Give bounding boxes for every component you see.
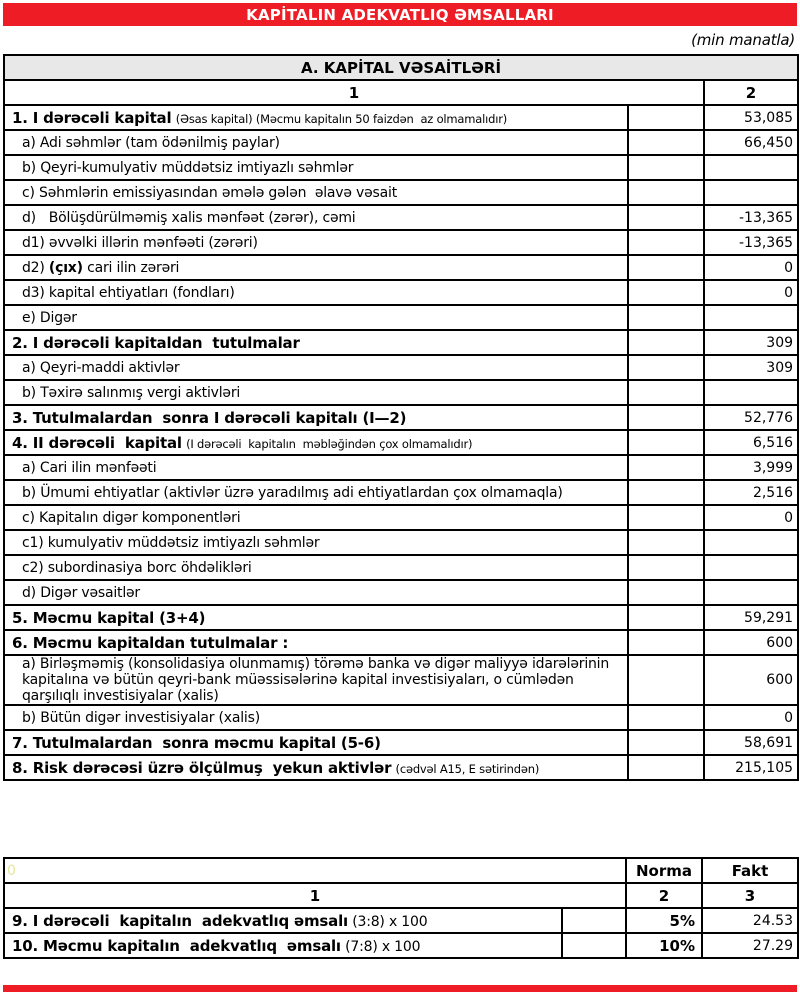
spacer-cell [562, 908, 626, 933]
row-label: b) Bütün digər investisiyalar (xalis) [22, 709, 260, 726]
row-value: 600 [704, 655, 798, 705]
adequacy-ratio-table [3, 857, 799, 959]
row-value: 309 [704, 355, 798, 380]
table-row-total-after-deductions [4, 730, 798, 755]
row-label: 1. I dərəcəli kapital [12, 108, 172, 127]
row-label-cell [4, 205, 628, 230]
row-label-cell [4, 755, 628, 780]
spacer-cell [628, 180, 704, 205]
capital-funds-table [3, 54, 799, 781]
row-value: 6,516 [704, 430, 798, 455]
spacer-cell [628, 430, 704, 455]
spacer-cell [628, 355, 704, 380]
table-row [4, 230, 798, 255]
spacer-cell [628, 755, 704, 780]
table-row [4, 530, 798, 555]
row-value: 0 [704, 505, 798, 530]
fakt-value: 27.29 [702, 933, 798, 958]
row-label-cell [4, 405, 628, 430]
row-label: d) Bölüşdürülməmiş xalis mənfəət (zərər), cəmi [22, 209, 356, 226]
row-label-cell [4, 355, 628, 380]
row-label: a) Cari ilin mənfəəti [22, 459, 157, 476]
row-label: cari ilin zərəri [82, 259, 180, 276]
spacer-cell [628, 205, 704, 230]
table-row-tier1-after-deductions [4, 405, 798, 430]
row-label: a) Birləşməmiş (konsolidasiya olunmamış) törəmə banka və digər maliyyə idarələrinin kapitalına və bütün qeyri-bank müəssisələrinə kapital investisiyaları, o cümlədən qarşılıqlı investisiyalar (xalis) [22, 656, 614, 704]
spacer-cell [628, 580, 704, 605]
spacer-cell [628, 230, 704, 255]
spacer-cell [628, 380, 704, 405]
row-label-cell [4, 330, 628, 355]
spacer-cell [628, 155, 704, 180]
row-note: (I dərəcəli kapitalın məbləğindən çox olmamalıdır) [186, 436, 473, 451]
table-row [4, 305, 798, 330]
row-value: 309 [704, 330, 798, 355]
spacer-cell [628, 555, 704, 580]
table-row [4, 380, 798, 405]
spacer-cell [628, 130, 704, 155]
row-value: 600 [704, 630, 798, 655]
row-label: 9. I dərəcəli kapitalın adekvatlıq əmsalı [12, 911, 348, 930]
norma-value: 10% [626, 933, 702, 958]
row-label: d) Digər vəsaitlər [22, 584, 140, 601]
row-value: -13,365 [704, 205, 798, 230]
row-label: d2) [22, 259, 49, 276]
table-row [4, 705, 798, 730]
row-label-cell [4, 730, 628, 755]
row-label: b) Ümumi ehtiyatlar (aktivlər üzrə yaradılmış adi ehtiyatlardan çox olmamaqla) [22, 484, 563, 501]
row-label-cell [4, 480, 628, 505]
row-label: c) Kapitalın digər komponentləri [22, 509, 241, 526]
row-value [704, 180, 798, 205]
table-row [4, 455, 798, 480]
row-label-cell [4, 180, 628, 205]
row-value: 2,516 [704, 480, 798, 505]
spacer-cell [562, 933, 626, 958]
row-label: c1) kumulyativ müddətsiz imtiyazlı səhmlər [22, 534, 320, 551]
col-number-1: 1 [4, 883, 626, 908]
row-label-cell [4, 430, 628, 455]
bottom-red-bar [3, 985, 797, 992]
ratio-colnum-row [4, 883, 798, 908]
row-label: b) Təxirə salınmış vergi aktivləri [22, 384, 241, 401]
table-row [4, 655, 798, 705]
row-label: b) Qeyri-kumulyativ müddətsiz imtiyazlı səhmlər [22, 159, 354, 176]
spacer-cell [628, 605, 704, 630]
norma-value: 5% [626, 908, 702, 933]
row-value [704, 530, 798, 555]
row-label: a) Adi səhmlər (tam ödənilmiş paylar) [22, 134, 280, 151]
row-label-cell [4, 230, 628, 255]
row-label-cell [4, 555, 628, 580]
report-title: KAPİTALIN ADEKVATLIQ ƏMSALLARI [246, 5, 554, 24]
row-value: 52,776 [704, 405, 798, 430]
table-row-tier1-deductions [4, 330, 798, 355]
ratio-row-tier1 [4, 908, 798, 933]
table-row-risk-weighted-assets [4, 755, 798, 780]
row-label-cell [4, 255, 628, 280]
row-value: 0 [704, 705, 798, 730]
col-number-3: 3 [702, 883, 798, 908]
row-value: 0 [704, 255, 798, 280]
row-value: 215,105 [704, 755, 798, 780]
row-label: 10. Məcmu kapitalın adekvatlıq əmsalı [12, 936, 341, 955]
spacer-cell [628, 330, 704, 355]
fakt-value: 24.53 [702, 908, 798, 933]
row-label-cell [4, 933, 562, 958]
fakt-header: Fakt [702, 858, 798, 883]
spacer-cell [628, 405, 704, 430]
row-note: (Əsas kapital) (Məcmu kapitalın 50 faizdən az olmamalıdır) [175, 111, 508, 126]
row-value [704, 305, 798, 330]
spacer-cell [628, 630, 704, 655]
row-value: 3,999 [704, 455, 798, 480]
row-label-cell [4, 305, 628, 330]
table-row-total-capital [4, 605, 798, 630]
norma-header: Norma [626, 858, 702, 883]
row-label-cell [4, 280, 628, 305]
row-label: 3. Tutulmalardan sonra I dərəcəli kapitalı (I—2) [12, 408, 407, 427]
row-label-cell [4, 580, 628, 605]
column-number-row [4, 80, 798, 105]
ratio-header-row [4, 858, 798, 883]
spacer-cell [628, 255, 704, 280]
row-value [704, 380, 798, 405]
row-value: 0 [704, 280, 798, 305]
row-value: -13,365 [704, 230, 798, 255]
row-value [704, 580, 798, 605]
row-label-cell [4, 155, 628, 180]
spacer-cell [628, 655, 704, 705]
spacer-cell [628, 305, 704, 330]
spacer-cell [628, 730, 704, 755]
table-row [4, 355, 798, 380]
col-number-2: 2 [626, 883, 702, 908]
table-row [4, 130, 798, 155]
row-label-cell [4, 105, 628, 130]
row-label-cell [4, 705, 628, 730]
row-label: 4. II dərəcəli kapital [12, 433, 182, 452]
row-label: d3) kapital ehtiyatları (fondları) [22, 284, 235, 301]
row-label: c2) subordinasiya borc öhdəlikləri [22, 559, 252, 576]
row-label: d1) əvvəlki illərin mənfəəti (zərəri) [22, 234, 258, 251]
row-label-cell [4, 908, 562, 933]
table-row [4, 155, 798, 180]
row-value: 66,450 [704, 130, 798, 155]
unit-note: (min manatla) [691, 31, 795, 49]
col-header-1: 1 [4, 80, 704, 105]
row-label: 2. I dərəcəli kapitaldan tutulmalar [12, 333, 300, 352]
table-row [4, 480, 798, 505]
table-row [4, 280, 798, 305]
spacer-cell [628, 455, 704, 480]
table-row [4, 205, 798, 230]
row-label-cell [4, 130, 628, 155]
row-value: 59,291 [704, 605, 798, 630]
row-formula: (3:8) x 100 [352, 913, 428, 930]
spacer-cell [628, 280, 704, 305]
row-value: 53,085 [704, 105, 798, 130]
table-row-tier2-capital [4, 430, 798, 455]
spacer-cell [628, 705, 704, 730]
ratio-row-total [4, 933, 798, 958]
row-label: e) Digər [22, 309, 77, 326]
row-label: c) Səhmlərin emissiyasından əmələ gələn əlavə vəsait [22, 184, 397, 201]
row-label-bold: (çıx) [48, 259, 83, 276]
row-label: 7. Tutulmalardan sonra məcmu kapital (5-6) [12, 733, 381, 752]
table-row [4, 555, 798, 580]
table-row [4, 255, 798, 280]
row-value [704, 155, 798, 180]
row-note: (cədvəl A15, E sətirindən) [395, 761, 540, 776]
section-title: A. KAPİTAL VƏSAİTLƏRİ [4, 55, 798, 80]
row-label-cell [4, 605, 628, 630]
row-value [704, 555, 798, 580]
corner-mark: 0 [4, 858, 626, 883]
row-label-cell [4, 655, 628, 705]
row-label: a) Qeyri-maddi aktivlər [22, 359, 180, 376]
spacer-cell [628, 480, 704, 505]
row-label: 5. Məcmu kapital (3+4) [12, 608, 206, 627]
col-header-2: 2 [704, 80, 798, 105]
table-row [4, 180, 798, 205]
row-formula: (7:8) x 100 [345, 938, 421, 955]
row-label-cell [4, 455, 628, 480]
table-row [4, 505, 798, 530]
report-title-banner [3, 3, 797, 26]
section-header-row [4, 55, 798, 80]
row-label-cell [4, 630, 628, 655]
spacer-cell [628, 105, 704, 130]
table-row-total-deductions [4, 630, 798, 655]
row-label-cell [4, 380, 628, 405]
row-value: 58,691 [704, 730, 798, 755]
row-label-cell [4, 530, 628, 555]
row-label: 6. Məcmu kapitaldan tutulmalar : [12, 633, 289, 652]
row-label: 8. Risk dərəcəsi üzrə ölçülmuş yekun aktivlər [12, 758, 392, 777]
table-row [4, 580, 798, 605]
spacer-cell [628, 505, 704, 530]
row-label-cell [4, 505, 628, 530]
spacer-cell [628, 530, 704, 555]
table-row-tier1-capital [4, 105, 798, 130]
